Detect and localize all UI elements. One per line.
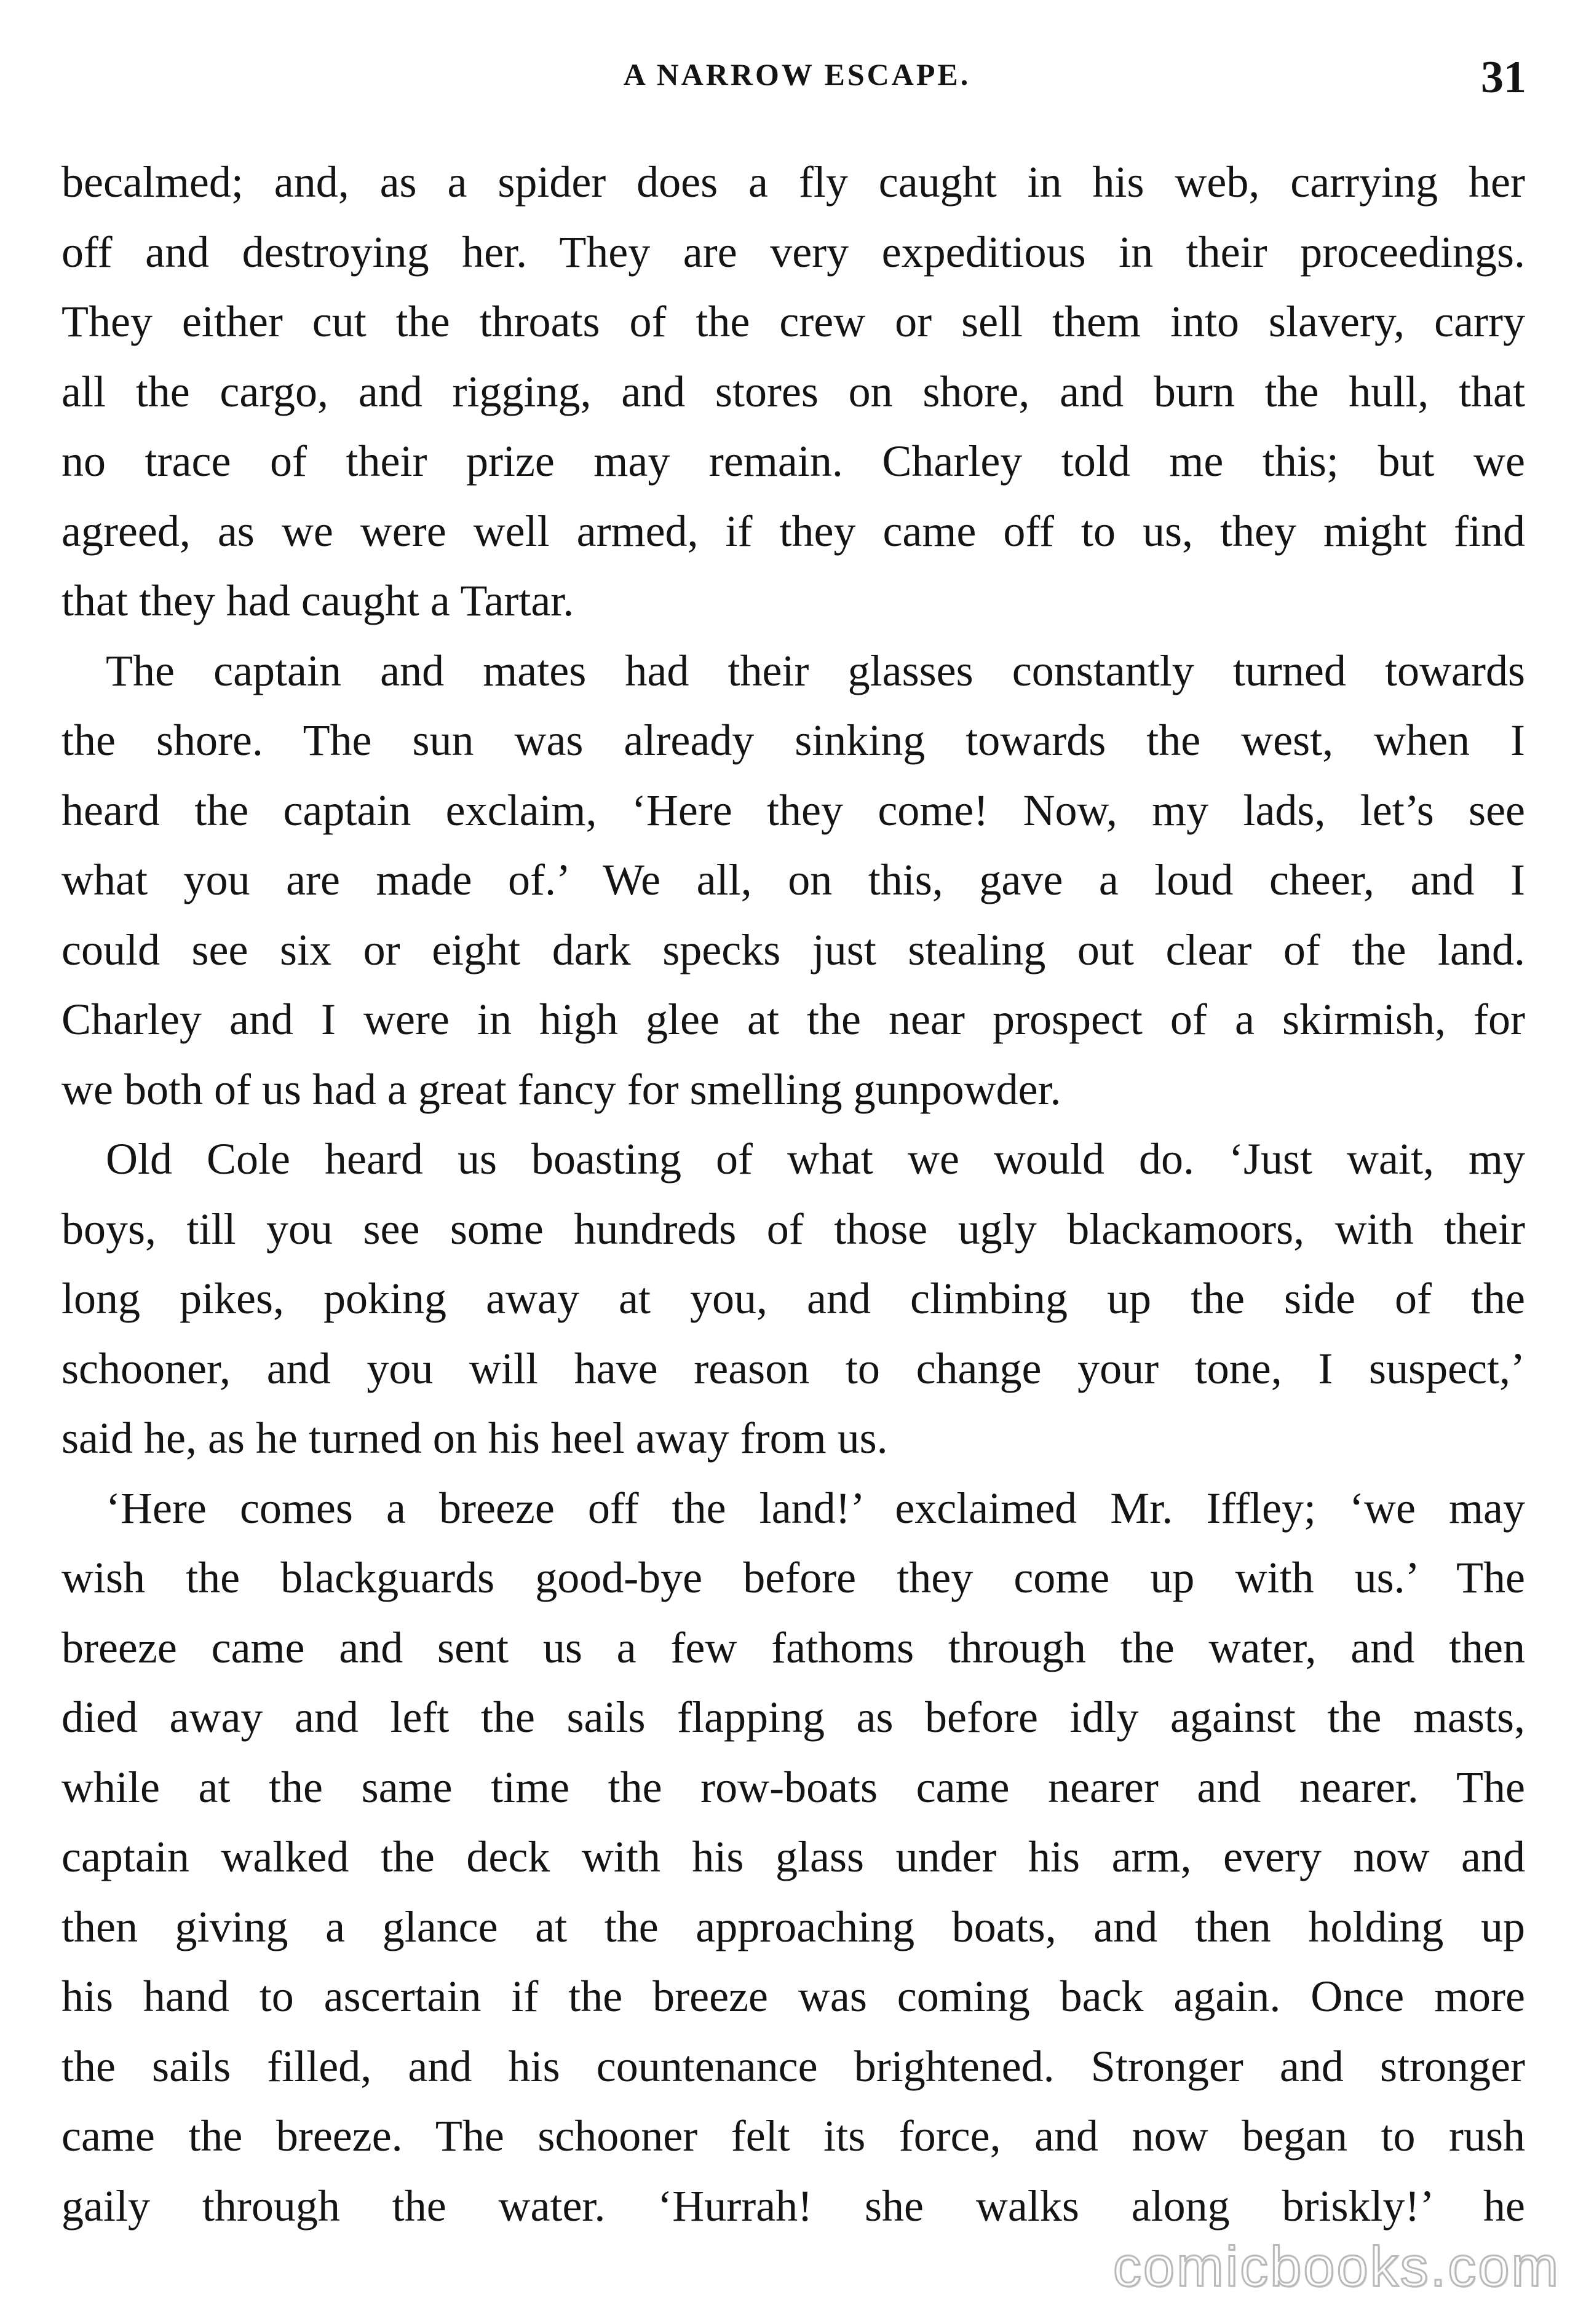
text-line: Old Cole heard us boasting of what we would do. ‘Just wait, my <box>106 1134 1525 1184</box>
text-line: becalmed; and, as a spider does a fly caught in his web, carrying her <box>61 157 1525 207</box>
text-line: no trace of their prize may remain. Charley told me this; but we <box>61 437 1525 486</box>
text-line: we both of us had a great fancy for smelling gunpowder. <box>61 1064 1061 1114</box>
text-line: off and destroying her. They are very expeditious in their proceedings. <box>61 227 1525 277</box>
body-text <box>61 148 1525 2241</box>
text-line: Charley and I were in high glee at the near prospect of a skirmish, for <box>61 995 1525 1044</box>
text-line: long pikes, poking away at you, and climbing up the side of the <box>61 1274 1525 1323</box>
text-line: heard the captain exclaim, ‘Here they come! Now, my lads, let’s see <box>61 785 1525 835</box>
text-line: agreed, as we were well armed, if they came off to us, they might find <box>61 506 1525 556</box>
text-line: said he, as he turned on his heel away from us. <box>61 1413 888 1463</box>
text-line: his hand to ascertain if the breeze was coming back again. Once more <box>61 1972 1525 2021</box>
paragraph <box>61 1474 1525 2242</box>
running-title: A NARROW ESCAPE. <box>623 57 971 92</box>
text-line: The captain and mates had their glasses constantly turned towards <box>106 646 1525 695</box>
text-line: that they had caught a Tartar. <box>61 576 574 625</box>
paragraph <box>61 1124 1525 1474</box>
text-line: schooner, and you will have reason to change your tone, I suspect,’ <box>61 1343 1525 1393</box>
paragraph <box>61 636 1525 1125</box>
text-line: what you are made of.’ We all, on this, gave a loud cheer, and I <box>61 855 1525 904</box>
text-line: then giving a glance at the approaching boats, and then holding up <box>61 1902 1525 1951</box>
text-line: while at the same time the row-boats came nearer and nearer. The <box>61 1762 1525 1812</box>
text-line: boys, till you see some hundreds of those ugly blackamoors, with their <box>61 1204 1525 1254</box>
text-line: could see six or eight dark specks just stealing out clear of the land. <box>61 925 1525 974</box>
text-line: the shore. The sun was already sinking towards the west, when I <box>61 716 1525 765</box>
text-line: breeze came and sent us a few fathoms through the water, and then <box>61 1622 1525 1672</box>
text-line: They either cut the throats of the crew or sell them into slavery, carry <box>61 297 1525 346</box>
text-line: the sails filled, and his countenance brightened. Stronger and stronger <box>61 2041 1525 2091</box>
paragraph <box>61 148 1525 636</box>
text-line: wish the blackguards good-bye before they come up with us.’ The <box>61 1553 1525 1602</box>
page-number: 31 <box>1481 52 1526 103</box>
text-line: ‘Here comes a breeze off the land!’ exclaimed Mr. Iffley; ‘we may <box>106 1483 1525 1533</box>
watermark: comicbooks.com <box>1112 2235 1560 2298</box>
text-line: all the cargo, and rigging, and stores on shore, and burn the hull, that <box>61 366 1525 416</box>
text-line: gaily through the water. ‘Hurrah! she walks along briskly!’ he <box>61 2181 1525 2231</box>
text-line: captain walked the deck with his glass under his arm, every now and <box>61 1832 1525 1881</box>
text-line: came the breeze. The schooner felt its force, and now began to rush <box>61 2111 1525 2160</box>
running-head <box>0 52 1594 106</box>
text-line: died away and left the sails flapping as before idly against the masts, <box>61 1693 1525 1742</box>
